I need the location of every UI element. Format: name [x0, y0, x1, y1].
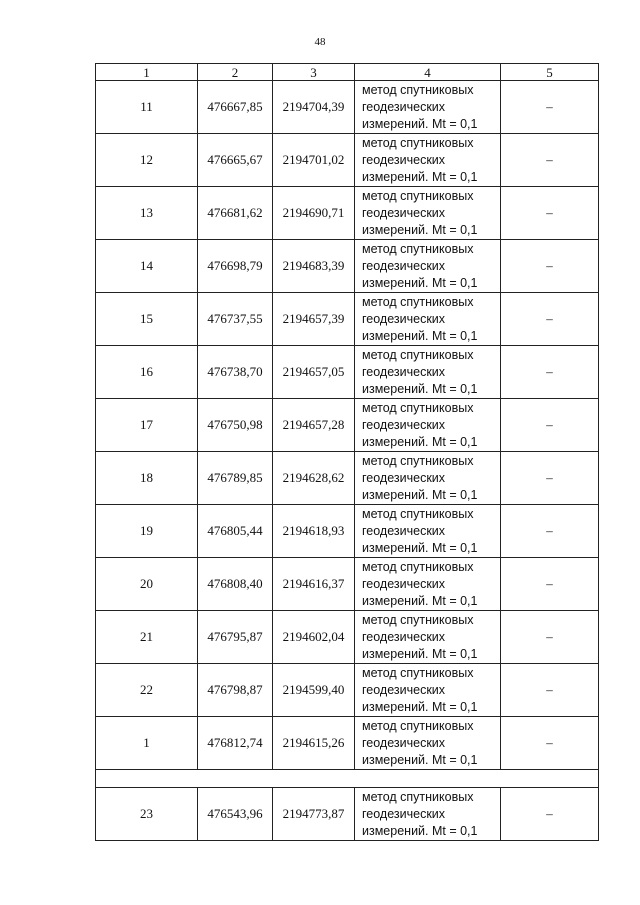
method-line: метод спутниковых — [362, 347, 474, 362]
method-line: геодезических — [362, 682, 446, 697]
method-line: измерений. Mt = 0,1 — [362, 699, 478, 714]
method-line: измерений. Mt = 0,1 — [362, 646, 478, 661]
y-coordinate-cell: 2194628,62 — [273, 452, 355, 505]
table-row — [96, 346, 599, 399]
method-line: метод спутниковых — [362, 453, 474, 468]
method-text — [355, 400, 500, 451]
method-cell — [355, 717, 501, 770]
table-row — [96, 611, 599, 664]
method-text — [355, 294, 500, 345]
point-number-cell: 21 — [96, 611, 198, 664]
y-coordinate-cell: 2194657,05 — [273, 346, 355, 399]
note-cell: – — [501, 346, 599, 399]
point-number-cell: 23 — [96, 788, 198, 841]
method-line: геодезических — [362, 417, 446, 432]
x-coordinate-cell: 476667,85 — [198, 81, 273, 134]
x-coordinate-cell: 476805,44 — [198, 505, 273, 558]
method-cell — [355, 664, 501, 717]
method-line: метод спутниковых — [362, 241, 474, 256]
y-coordinate-cell: 2194773,87 — [273, 788, 355, 841]
method-cell — [355, 452, 501, 505]
note-cell: – — [501, 611, 599, 664]
y-coordinate-cell: 2194704,39 — [273, 81, 355, 134]
x-coordinate-cell: 476543,96 — [198, 788, 273, 841]
table-row — [96, 788, 599, 841]
table-row — [96, 399, 599, 452]
method-line: измерений. Mt = 0,1 — [362, 328, 478, 343]
method-text — [355, 506, 500, 557]
table-row — [96, 81, 599, 134]
x-coordinate-cell: 476798,87 — [198, 664, 273, 717]
note-cell: – — [501, 134, 599, 187]
method-line: геодезических — [362, 735, 446, 750]
x-coordinate-cell: 476812,74 — [198, 717, 273, 770]
method-line: метод спутниковых — [362, 506, 474, 521]
header-row — [96, 64, 599, 81]
method-text — [355, 612, 500, 663]
header-col-3: 3 — [273, 64, 355, 81]
method-text — [355, 82, 500, 133]
method-line: геодезических — [362, 99, 446, 114]
method-line: измерений. Mt = 0,1 — [362, 593, 478, 608]
table-row — [96, 664, 599, 717]
table-row — [96, 505, 599, 558]
coordinates-table — [95, 63, 599, 841]
method-line: метод спутниковых — [362, 665, 474, 680]
spacer-cell — [96, 770, 599, 788]
method-text — [355, 347, 500, 398]
table-row — [96, 134, 599, 187]
method-line: измерений. Mt = 0,1 — [362, 487, 478, 502]
note-cell: – — [501, 664, 599, 717]
method-text — [355, 789, 500, 840]
x-coordinate-cell: 476681,62 — [198, 187, 273, 240]
method-line: измерений. Mt = 0,1 — [362, 381, 478, 396]
table-row — [96, 452, 599, 505]
x-coordinate-cell: 476737,55 — [198, 293, 273, 346]
table-row — [96, 558, 599, 611]
note-cell: – — [501, 788, 599, 841]
page-number: 48 — [314, 36, 326, 48]
method-line: геодезических — [362, 311, 446, 326]
note-cell: – — [501, 399, 599, 452]
method-line: метод спутниковых — [362, 612, 474, 627]
y-coordinate-cell: 2194683,39 — [273, 240, 355, 293]
y-coordinate-cell: 2194618,93 — [273, 505, 355, 558]
x-coordinate-cell: 476795,87 — [198, 611, 273, 664]
point-number-cell: 13 — [96, 187, 198, 240]
header-col-2: 2 — [198, 64, 273, 81]
point-number-cell: 17 — [96, 399, 198, 452]
method-line: измерений. Mt = 0,1 — [362, 222, 478, 237]
method-line: метод спутниковых — [362, 559, 474, 574]
method-cell — [355, 788, 501, 841]
note-cell: – — [501, 558, 599, 611]
method-line: метод спутниковых — [362, 82, 474, 97]
header-col-1: 1 — [96, 64, 198, 81]
method-cell — [355, 399, 501, 452]
note-cell: – — [501, 81, 599, 134]
point-number-cell: 18 — [96, 452, 198, 505]
table-header — [96, 64, 599, 81]
note-cell: – — [501, 452, 599, 505]
point-number-cell: 15 — [96, 293, 198, 346]
y-coordinate-cell: 2194690,71 — [273, 187, 355, 240]
method-line: измерений. Mt = 0,1 — [362, 434, 478, 449]
y-coordinate-cell: 2194701,02 — [273, 134, 355, 187]
note-cell: – — [501, 240, 599, 293]
x-coordinate-cell: 476789,85 — [198, 452, 273, 505]
method-line: геодезических — [362, 470, 446, 485]
table-row — [96, 293, 599, 346]
y-coordinate-cell: 2194602,04 — [273, 611, 355, 664]
method-cell — [355, 81, 501, 134]
point-number-cell: 11 — [96, 81, 198, 134]
x-coordinate-cell: 476750,98 — [198, 399, 273, 452]
method-line: геодезических — [362, 629, 446, 644]
method-line: метод спутниковых — [362, 135, 474, 150]
method-line: измерений. Mt = 0,1 — [362, 116, 478, 131]
point-number-cell: 19 — [96, 505, 198, 558]
x-coordinate-cell: 476808,40 — [198, 558, 273, 611]
table-row — [96, 717, 599, 770]
table-row — [96, 187, 599, 240]
table-body — [96, 81, 599, 841]
method-cell — [355, 558, 501, 611]
y-coordinate-cell: 2194599,40 — [273, 664, 355, 717]
method-line: геодезических — [362, 152, 446, 167]
method-cell — [355, 240, 501, 293]
note-cell: – — [501, 505, 599, 558]
note-cell: – — [501, 187, 599, 240]
method-cell — [355, 346, 501, 399]
method-line: метод спутниковых — [362, 188, 474, 203]
header-col-5: 5 — [501, 64, 599, 81]
method-text — [355, 559, 500, 610]
method-line: геодезических — [362, 523, 446, 538]
y-coordinate-cell: 2194657,28 — [273, 399, 355, 452]
point-number-cell: 1 — [96, 717, 198, 770]
method-line: метод спутниковых — [362, 789, 474, 804]
point-number-cell: 16 — [96, 346, 198, 399]
method-text — [355, 453, 500, 504]
point-number-cell: 12 — [96, 134, 198, 187]
method-line: геодезических — [362, 364, 446, 379]
method-line: измерений. Mt = 0,1 — [362, 823, 478, 838]
note-cell: – — [501, 717, 599, 770]
method-line: измерений. Mt = 0,1 — [362, 540, 478, 555]
method-text — [355, 188, 500, 239]
method-line: измерений. Mt = 0,1 — [362, 752, 478, 767]
method-line: измерений. Mt = 0,1 — [362, 275, 478, 290]
method-line: геодезических — [362, 258, 446, 273]
method-cell — [355, 611, 501, 664]
point-number-cell: 14 — [96, 240, 198, 293]
header-col-4: 4 — [355, 64, 501, 81]
y-coordinate-cell: 2194615,26 — [273, 717, 355, 770]
method-line: измерений. Mt = 0,1 — [362, 169, 478, 184]
method-line: метод спутниковых — [362, 294, 474, 309]
method-line: метод спутниковых — [362, 400, 474, 415]
method-text — [355, 241, 500, 292]
x-coordinate-cell: 476738,70 — [198, 346, 273, 399]
y-coordinate-cell: 2194657,39 — [273, 293, 355, 346]
method-cell — [355, 505, 501, 558]
x-coordinate-cell: 476698,79 — [198, 240, 273, 293]
point-number-cell: 22 — [96, 664, 198, 717]
point-number-cell: 20 — [96, 558, 198, 611]
method-cell — [355, 187, 501, 240]
y-coordinate-cell: 2194616,37 — [273, 558, 355, 611]
method-cell — [355, 134, 501, 187]
method-line: геодезических — [362, 806, 446, 821]
method-text — [355, 665, 500, 716]
method-line: метод спутниковых — [362, 718, 474, 733]
method-line: геодезических — [362, 205, 446, 220]
method-text — [355, 135, 500, 186]
x-coordinate-cell: 476665,67 — [198, 134, 273, 187]
method-text — [355, 718, 500, 769]
note-cell: – — [501, 293, 599, 346]
method-line: геодезических — [362, 576, 446, 591]
table-row — [96, 240, 599, 293]
method-cell — [355, 293, 501, 346]
spacer-row — [96, 770, 599, 788]
